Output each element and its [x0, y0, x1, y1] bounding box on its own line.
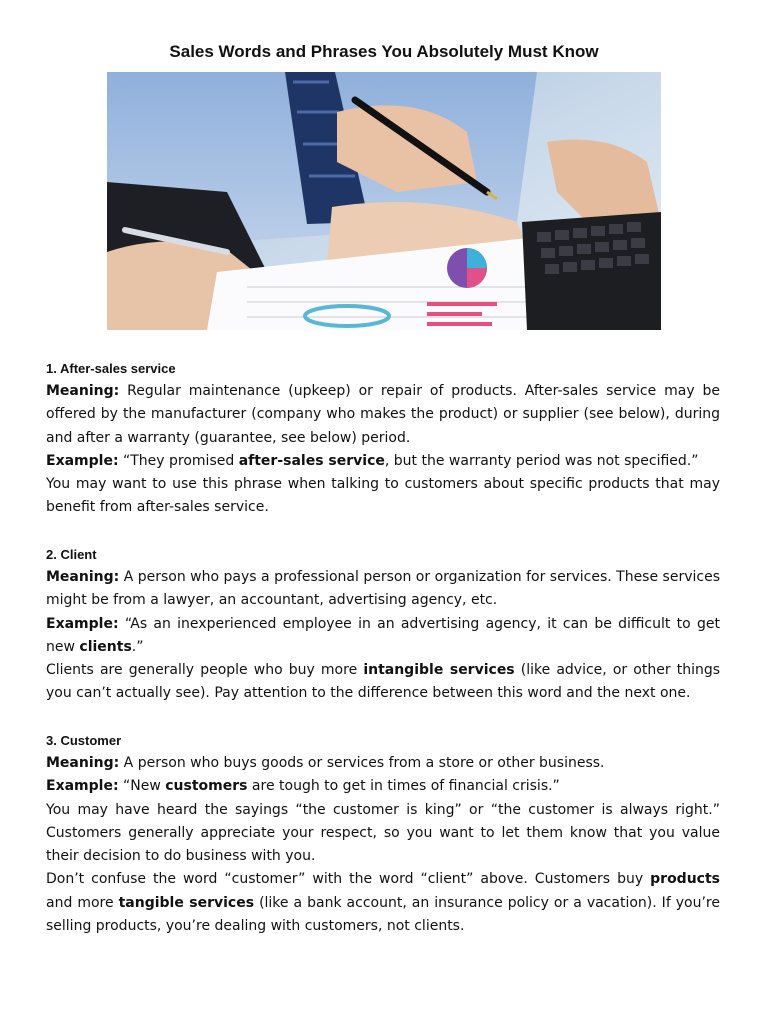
example-text: are tough to get in times of financial crisis.”	[247, 778, 560, 795]
example-label: Example:	[46, 615, 119, 632]
section-heading: 2. Client	[46, 547, 97, 562]
example-label: Example:	[46, 452, 119, 469]
page-title: Sales Words and Phrases You Absolutely Must Know	[169, 42, 599, 61]
section-heading: 3. Customer	[46, 733, 122, 748]
example-text: “New	[118, 778, 166, 795]
example-text: “As an inexperienced employee in an advertising agency, it can be difficult to get new	[46, 615, 720, 655]
example-paragraph	[46, 613, 720, 660]
note-paragraph: You may have heard the sayings “the customer is king” or “the customer is always right.” Customers generally appreciate your respect, so you want to let them know that you value their decision to do business with you.	[46, 801, 720, 865]
meaning-text: A person who buys goods or services from a store or other business.	[119, 755, 605, 771]
meaning-text: A person who pays a professional person or organization for services. These services might be from a lawyer, an accountant, advertising agency, etc.	[46, 569, 720, 609]
business-meeting-photo	[107, 72, 661, 330]
note-text: and more	[46, 894, 119, 911]
meaning-label: Meaning:	[46, 755, 120, 771]
note-paragraph	[46, 868, 720, 938]
section-after-sales-service	[46, 357, 720, 520]
example-keyword: customers	[165, 778, 248, 795]
example-paragraph	[46, 450, 720, 473]
note-text: Clients are generally people who buy more	[46, 662, 364, 679]
note-text: (like a bank account, an insurance policy or a vacation). If you’re selling products, you’re dealing with customers, not clients.	[46, 894, 720, 935]
example-label: Example:	[46, 778, 119, 795]
example-paragraph	[46, 775, 720, 798]
meaning-paragraph	[46, 380, 720, 450]
note-paragraph: You may want to use this phrase when talking to customers about specific products that may benefit from after-sales service.	[46, 476, 720, 516]
note-text: Don’t confuse the word “customer” with the word “client” above. Customers buy	[46, 871, 651, 888]
meaning-text: Regular maintenance (upkeep) or repair of products. After-sales service may be offered by the manufacturer (company who makes the product) or supplier (see below), during and after a warranty (guarantee, see below) period.	[46, 383, 720, 446]
example-keyword: clients	[79, 638, 132, 655]
example-text: .”	[131, 638, 144, 655]
note-keyword: products	[650, 871, 720, 888]
meaning-label: Meaning:	[46, 383, 120, 399]
note-paragraph	[46, 659, 720, 706]
note-keyword: tangible services	[118, 894, 255, 911]
note-text: (like advice, or other things you can’t actually see). Pay attention to the difference between this word and the next one.	[46, 662, 721, 702]
example-keyword: after-sales service	[238, 452, 385, 469]
meaning-label: Meaning:	[46, 569, 120, 585]
section-customer	[46, 729, 720, 938]
example-text: “They promised	[118, 452, 239, 469]
meaning-paragraph	[46, 752, 720, 775]
section-client	[46, 543, 720, 706]
meaning-paragraph	[46, 566, 720, 613]
example-text: , but the warranty period was not specified.”	[384, 452, 699, 469]
note-keyword: intangible services	[363, 662, 515, 679]
section-heading: 1. After-sales service	[46, 361, 176, 376]
